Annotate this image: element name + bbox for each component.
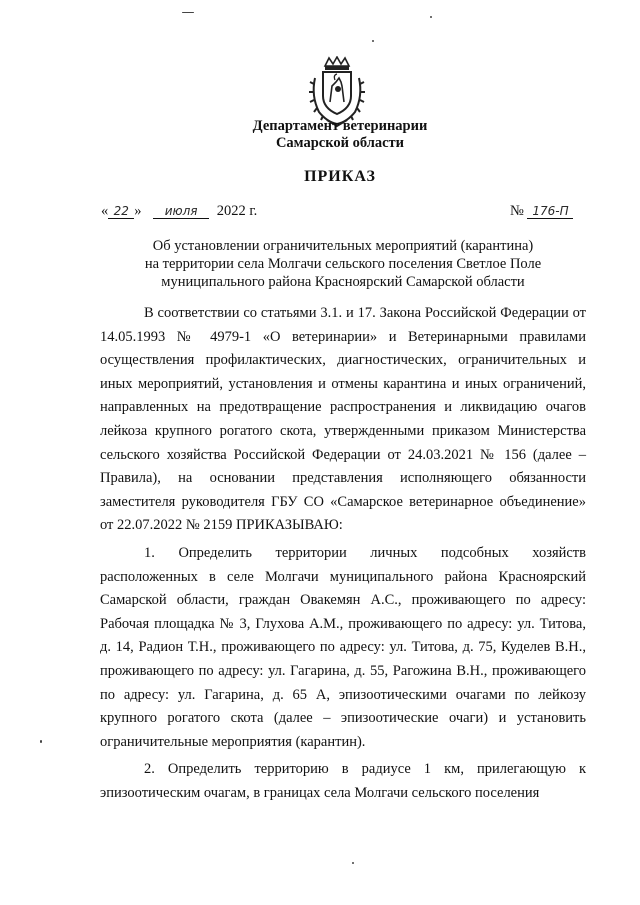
scan-speck bbox=[372, 40, 374, 42]
document-title: ПРИКАЗ bbox=[304, 168, 376, 185]
date-day: 22 bbox=[108, 204, 134, 219]
department-name-line2: Самарской области bbox=[275, 135, 405, 151]
subject-line1: Об установлении ограничительных мероприятий (карантина) bbox=[152, 238, 534, 254]
date-open-quote: « bbox=[101, 203, 109, 219]
date-close-quote: » bbox=[134, 203, 142, 219]
subject-line2: на территории села Молгачи сельского поселения Светлое Поле bbox=[144, 256, 542, 272]
date-month: июля bbox=[153, 204, 209, 219]
preamble-paragraph: В соответствии со статьями 3.1. и 17. Закона Российской Федерации от 14.05.1993 № 4979-1 «О ветеринарии» и Ветеринарными правилами осуществления профилактических, диагностических, ограничительных и иных мероприятий, установления и отмены карантина и иных ограничений, направленных на предотвращение распространения и ликвидацию очагов лейкоза крупного рогатого скота, утвержденными приказом Министерства сельского хозяйства Российской Федерации от 24.03.2021 № 156 (далее – Правила), на основании представления исполняющего обязанности заместителя руководителя ГБУ СО «Самарское ветеринарное объединение» от 22.07.2022 № 2159 ПРИКАЗЫВАЮ: bbox=[100, 305, 586, 534]
scan-speck bbox=[352, 862, 354, 864]
order-number bbox=[510, 203, 573, 220]
date-year: 2022 г. bbox=[216, 203, 258, 219]
order-subject bbox=[100, 237, 586, 291]
scan-speck bbox=[40, 740, 42, 743]
department-name-line1: Департамент ветеринарии bbox=[252, 118, 428, 134]
scan-speck bbox=[430, 16, 432, 18]
item-1-paragraph: 1. Определить территории личных подсобных хозяйств расположенных в селе Молгачи муниципального района Красноярский Самарской области, граждан Овакемян А.С., проживающего по адресу: Рабочая площадка № 3, Глухова А.М., проживающего по адресу: ул. Титова, д. 14, Радион Т.Н., проживающего по адресу: ул. Титова, д. 75, Куделев В.Н., проживающего по адресу: ул. Гагарина, д. 55, Рагожина В.Н., проживающего по адресу: ул. Гагарина, д. 65 А, эпизоотическими очагами по лейкозу крупного рогатого скота (далее – эпизоотические очаги) и установить ограничительные мероприятия (карантин). bbox=[100, 544, 586, 750]
order-date bbox=[101, 203, 257, 220]
order-body bbox=[100, 302, 586, 805]
subject-line3: муниципального района Красноярский Самарской области bbox=[161, 274, 525, 290]
item-2-paragraph: 2. Определить территорию в радиусе 1 км, прилегающую к эпизоотическим очагам, в границах села Молгачи сельского поселения bbox=[100, 761, 586, 801]
scan-speck bbox=[182, 12, 194, 13]
number-value: 176-П bbox=[527, 204, 573, 219]
number-label: № bbox=[510, 203, 524, 219]
